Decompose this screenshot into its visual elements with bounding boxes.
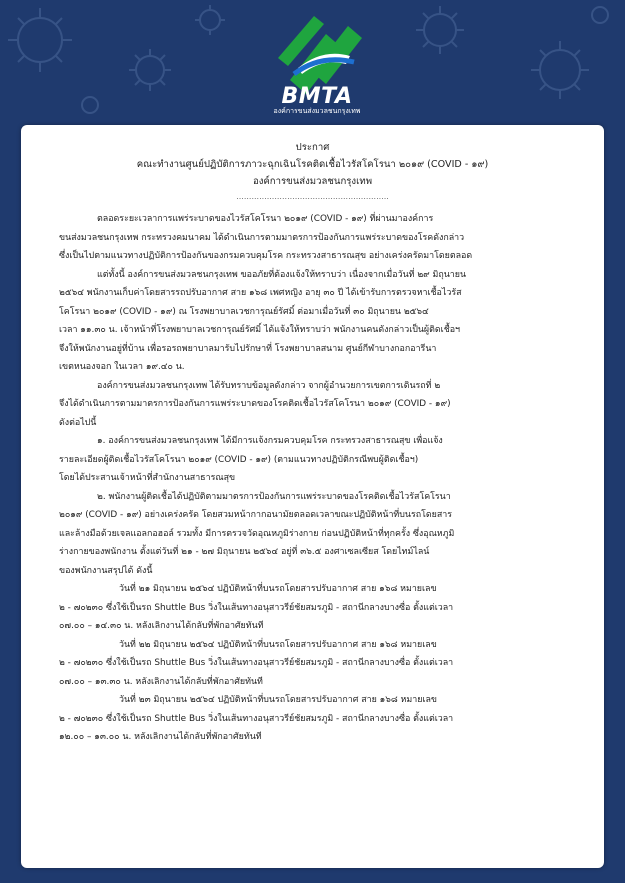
announcement-document: [21, 125, 604, 868]
paragraph-line: องค์การขนส่งมวลชนกรุงเทพ ได้รับทราบข้อมูลดังกล่าว จากผู้อำนวยการเขตการเดินรถที่ ๒: [97, 380, 441, 391]
virus-icon: [82, 97, 98, 113]
paragraph-line: แต่ทั้งนี้ องค์การขนส่งมวลชนกรุงเทพ ขออภัยที่ต้องแจ้งให้ทราบว่า เนื่องจากเมื่อวันที่ ๒๙ มิถุนายน: [97, 269, 467, 280]
paragraph-line: วันที่ ๒๓ มิถุนายน ๒๕๖๔ ปฏิบัติหน้าที่บนรถโดยสารปรับอากาศ สาย ๑๖๘ หมายเลข: [119, 695, 437, 705]
paragraph-line: วันที่ ๒๑ มิถุนายน ๒๕๖๔ ปฏิบัติหน้าที่บนรถโดยสารปรับอากาศ สาย ๑๖๘ หมายเลข: [119, 584, 437, 594]
paragraph-line: จึงได้ดำเนินการตามมาตรการป้องกันการแพร่ระบาดของโรคติดเชื้อไวรัสโคโรนา ๒๐๑๙ (COVID - ๑๙): [59, 399, 451, 409]
paragraph-line: โดยได้ประสานเจ้าหน้าที่สำนักงานสาธารณสุข: [59, 473, 236, 483]
paragraph-line: ๒ - ๗๐๒๓๐ ซึ่งใช้เป็นรถ Shuttle Bus วิ่งในเส้นทางอนุสาวรีย์ชัยสมรภูมิ - สถานีกลางบางซื่อ ตั้งแต่เวลา: [59, 658, 454, 668]
document-body: [59, 211, 570, 747]
paragraph-line: ๑๒.๐๐ – ๑๓.๐๐ น. หลังเลิกงานได้กลับที่พักอาศัยทันที: [59, 732, 262, 742]
logo-text: BMTA: [281, 84, 353, 109]
header-divider: ............................................................: [236, 192, 389, 201]
header-title: ประกาศ: [295, 142, 330, 153]
paragraph-line: วันที่ ๒๒ มิถุนายน ๒๕๖๔ ปฏิบัติหน้าที่บนรถโดยสารปรับอากาศ สาย ๑๖๘ หมายเลข: [119, 639, 437, 650]
paragraph-line: ตลอดระยะเวลาการแพร่ระบาดของไวรัสโคโรนา ๒๐๑๙ (COVID - ๑๙) ที่ผ่านมาองค์การ: [97, 214, 434, 224]
paragraph-line: จึงให้พนักงานอยู่ที่บ้าน เพื่อรอรถพยาบาลมารับไปรักษาที่ โรงพยาบาลสนาม ศูนย์กีฬาบางกอกอารีนา: [59, 343, 437, 354]
paragraph-line: ๒. พนักงานผู้ติดเชื้อได้ปฏิบัติตามมาตรการป้องกันการแพร่ระบาดของโรคติดเชื้อไวรัสโคโรนา: [97, 491, 451, 502]
paragraph-line: เขตหนองจอก ในเวลา ๑๙.๔๐ น.: [59, 362, 185, 372]
paragraph-line: ดังต่อไปนี้: [59, 417, 97, 428]
paragraph-line: ซึ่งเป็นไปตามแนวทางปฏิบัติการป้องกันของกรมควบคุมโรค กระทรวงสาธารณสุข อย่างเคร่งครัดมาโดยตลอด: [59, 251, 473, 261]
logo-subtitle: องค์การขนส่งมวลชนกรุงเทพ: [273, 107, 361, 115]
paragraph-line: รายละเอียดผู้ติดเชื้อไวรัสโคโรนา ๒๐๑๙ (COVID - ๑๙) (ตามแนวทางปฏิบัติกรณีพบผู้ติดเชื้อฯ): [59, 454, 419, 465]
paragraph-line: ร่างกายของพนักงาน ตั้งแต่วันที่ ๒๑ - ๒๗ มิถุนายน ๒๕๖๔ อยู่ที่ ๓๖.๕ องศาเซลเซียส โดยไทม์ไลน์: [59, 547, 430, 557]
paragraph-line: ๒๐๑๙ (COVID - ๑๙) อย่างเคร่งครัด โดยสวมหน้ากากอนามัยตลอดเวลาขณะปฏิบัติหน้าที่บนรถโดยสาร: [59, 510, 453, 520]
header-committee: คณะทำงานศูนย์ปฏิบัติการภาวะฉุกเฉินโรคติดเชื้อไวรัสโคโรนา ๒๐๑๙ (COVID - ๑๙): [136, 159, 489, 170]
virus-icon: [195, 5, 225, 35]
virus-icon: [129, 49, 171, 91]
paragraph-line: ๐๗.๐๐ – ๑๔.๓๐ น. หลังเลิกงานได้กลับที่พักอาศัยทันที: [59, 621, 264, 631]
paragraph-line: เวลา ๑๑.๓๐ น. เจ้าหน้าที่โรงพยาบาลเวชการุณย์รัศมิ์ ได้แจ้งให้ทราบว่า พนักงานคนดังกล่าวเป็นผู้ติดเชื้อฯ: [59, 325, 461, 335]
paragraph-line: ของพนักงานสรุปได้ ดังนี้: [59, 565, 153, 576]
virus-icon: [531, 41, 589, 99]
paragraph-line: ๒ - ๗๐๒๓๐ ซึ่งใช้เป็นรถ Shuttle Bus วิ่งในเส้นทางอนุสาวรีย์ชัยสมรภูมิ - สถานีกลางบางซื่อ ตั้งแต่เวลา: [59, 713, 454, 724]
header-organization: องค์การขนส่งมวลชนกรุงเทพ: [252, 176, 373, 187]
paragraph-line: ๐๗.๐๐ – ๑๓.๓๐ น. หลังเลิกงานได้กลับที่พักอาศัยทันที: [59, 676, 263, 687]
virus-icon: [416, 6, 464, 54]
virus-icon: [8, 8, 72, 72]
paragraph-line: ขนส่งมวลชนกรุงเทพ กระทรวงคมนาคม ได้ดำเนินการตามมาตรการป้องกันการแพร่ระบาดของโรคดังกล่าว: [59, 232, 465, 243]
virus-icon: [592, 7, 608, 23]
paragraph-line: และล้างมือด้วยเจลแอลกอฮอล์ รวมทั้ง มีการตรวจวัดอุณหภูมิร่างกาย ก่อนปฏิบัติหน้าที่ทุกครั้ง ซึ่งอุณหภูมิ: [59, 528, 455, 539]
paragraph-line: ๑. องค์การขนส่งมวลชนกรุงเทพ ได้มีการแจ้งกรมควบคุมโรค กระทรวงสาธารณสุข เพื่อแจ้ง: [97, 436, 443, 446]
document-header: [21, 139, 604, 190]
paragraph-line: โคโรนา ๒๐๑๙ (COVID - ๑๙) ณ โรงพยาบาลเวชการุณย์รัศมิ์ ต่อมาเมื่อวันที่ ๓๐ มิถุนายน ๒๕๖๔: [59, 306, 429, 317]
paragraph-line: ๒๕๖๔ พนักงานเก็บค่าโดยสารรถปรับอากาศ สาย ๑๖๘ เพศหญิง อายุ ๓๐ ปี ได้เข้ารับการตรวจหาเชื้อไวรัส: [59, 288, 462, 298]
paragraph-line: ๒ - ๗๐๒๓๐ ซึ่งใช้เป็นรถ Shuttle Bus วิ่งในเส้นทางอนุสาวรีย์ชัยสมรภูมิ - สถานีกลางบางซื่อ ตั้งแต่เวลา: [59, 602, 454, 613]
